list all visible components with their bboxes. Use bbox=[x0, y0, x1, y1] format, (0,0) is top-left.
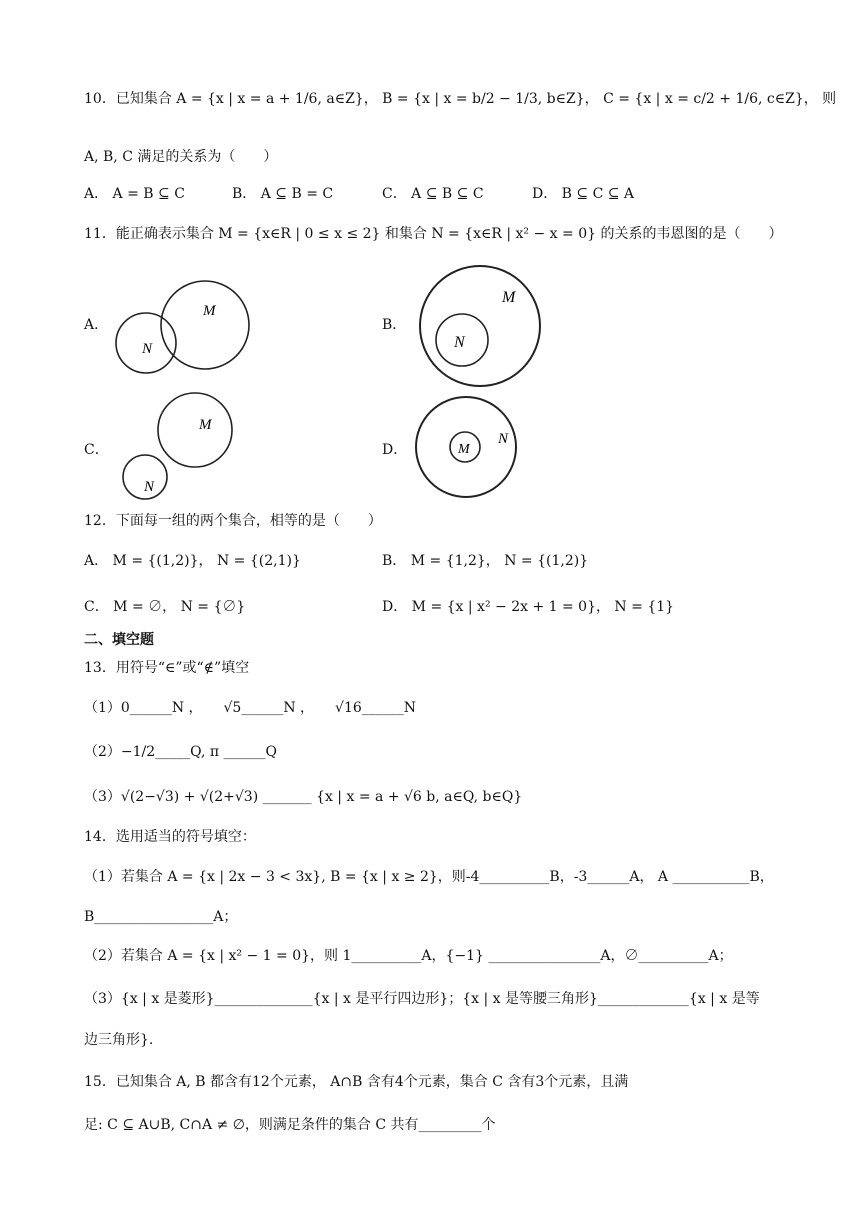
venn-b-label-m: M bbox=[502, 289, 516, 306]
q10-option-d[interactable]: D． B ⊆ C ⊆ A bbox=[532, 186, 635, 202]
q11-option-d-label[interactable]: D． bbox=[382, 442, 408, 458]
q10-option-b[interactable]: B． A ⊆ B = C bbox=[232, 186, 334, 202]
q12-option-b[interactable]: B． M = {1,2}， N = {(1,2)} bbox=[382, 553, 589, 569]
venn-diagram-b bbox=[410, 264, 550, 388]
venn-diagram-c bbox=[115, 390, 240, 502]
q14-part1-cont: B_________________A； bbox=[84, 909, 238, 925]
q12-option-a[interactable]: A． M = {(1,2)}， N = {(2,1)} bbox=[84, 553, 301, 569]
venn-diagram-d bbox=[410, 395, 522, 499]
q11-option-c-label[interactable]: C． bbox=[84, 442, 109, 458]
venn-c-label-m: M bbox=[199, 417, 212, 433]
q14-part1: （1）若集合 A = {x | 2x − 3 < 3x}, B = {x | x ≥ 2}，则-4__________B，-3______A， A ___________B， bbox=[84, 869, 774, 885]
q14-part3-cont: 边三角形}. bbox=[84, 1032, 154, 1048]
q10-stem: 10．已知集合 A = {x | x = a + 1/6, a∈Z}， B = {x | x = b/2 − 1/3, b∈Z}， C = {x | x = c/2 + 1/6, c∈Z}， 则 bbox=[84, 91, 837, 107]
q10-option-c[interactable]: C． A ⊆ B ⊆ C bbox=[382, 186, 484, 202]
q10-option-a[interactable]: A． A = B ⊆ C bbox=[84, 186, 185, 202]
venn-a-circle-m bbox=[161, 281, 249, 369]
venn-b-circle-m bbox=[420, 266, 540, 386]
q14-stem: 14．选用适当的符号填空： bbox=[84, 829, 256, 845]
venn-b-label-n: N bbox=[454, 334, 465, 351]
q14-part3: （3）{x | x 是菱形}______________{x | x 是平行四边形}；{x | x 是等腰三角形}_____________{x | x 是等 bbox=[84, 991, 760, 1007]
venn-c-circle-m bbox=[158, 393, 232, 467]
q14-part2: （2）若集合 A = {x | x² − 1 = 0}，则 1__________A，{−1} ________________A，∅__________A； bbox=[84, 948, 733, 964]
venn-a-label-m: M bbox=[203, 303, 216, 319]
q11-stem: 11．能正确表示集合 M = {x∈R | 0 ≤ x ≤ 2} 和集合 N = {x∈R | x² − x = 0} 的关系的韦恩图的是（ ） bbox=[84, 226, 783, 242]
q15-stem-cont: 足: C ⊆ A∪B, C∩A ≠ ∅，则满足条件的集合 C 共有_________个 bbox=[84, 1117, 496, 1133]
q13-part1: （1）0______N ， √5______N ， √16______N bbox=[84, 700, 417, 716]
venn-a-label-n: N bbox=[142, 341, 153, 357]
q13-stem: 13．用符号“∈”或“∉”填空 bbox=[84, 660, 250, 676]
q13-part3: （3）√(2−√3) + √(2+√3) _______ {x | x = a + √6 b, a∈Q, b∈Q} bbox=[84, 789, 523, 805]
q13-part2: （2）−1/2_____Q, π ______Q bbox=[84, 744, 277, 760]
q12-option-d[interactable]: D． M = {x | x² − 2x + 1 = 0}， N = {1} bbox=[382, 599, 675, 615]
q15-stem: 15．已知集合 A, B 都含有12个元素， A∩B 含有4个元素，集合 C 含有3个元素，且满 bbox=[84, 1074, 629, 1090]
q11-option-b-label[interactable]: B． bbox=[382, 317, 407, 333]
venn-d-label-m: M bbox=[458, 442, 470, 457]
q12-option-c[interactable]: C． M = ∅， N = {∅} bbox=[84, 599, 246, 615]
q10-stem-cont: A, B, C 满足的关系为（ ） bbox=[84, 149, 278, 165]
section-heading: 二、填空题 bbox=[84, 632, 154, 648]
q12-stem: 12．下面每一组的两个集合，相等的是（ ） bbox=[84, 513, 382, 529]
venn-c-label-n: N bbox=[144, 479, 155, 495]
venn-diagram-a bbox=[100, 275, 270, 385]
q11-option-a-label[interactable]: A． bbox=[84, 317, 109, 333]
venn-d-label-n: N bbox=[498, 431, 509, 447]
